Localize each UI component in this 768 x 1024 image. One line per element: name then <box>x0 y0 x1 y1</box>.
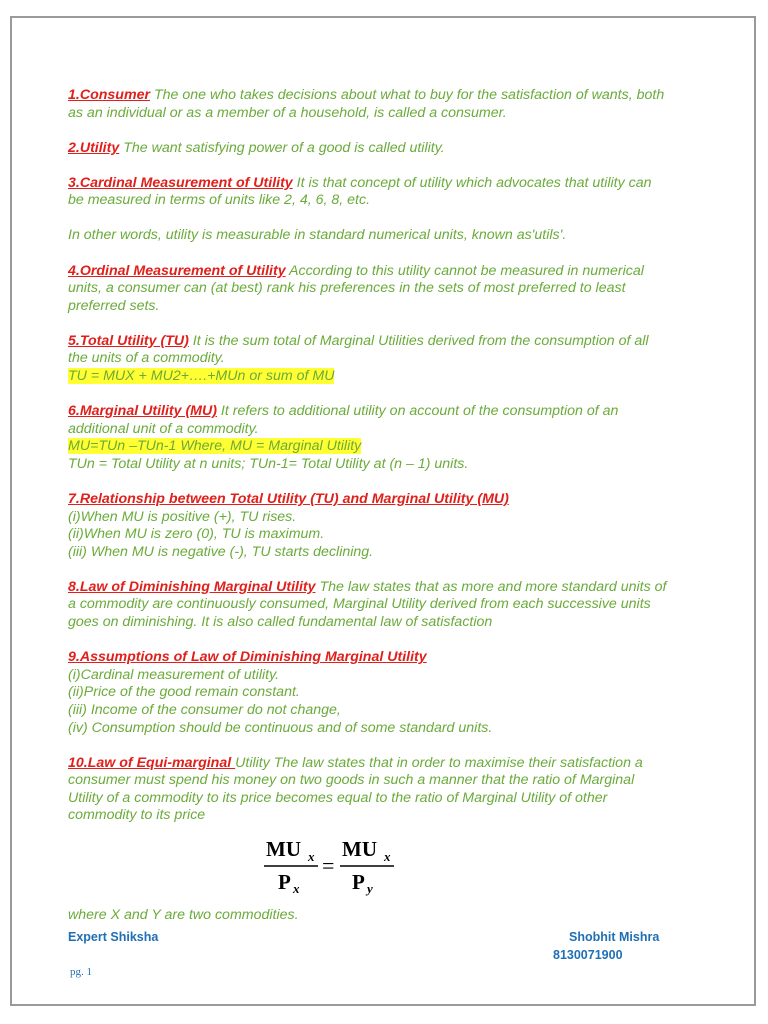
heading-equi-marginal: 10.Law of Equi-marginal <box>68 754 236 771</box>
closing-text: where X and Y are two commodities. <box>68 907 299 923</box>
formula-sub-right: x <box>384 849 391 864</box>
mu-definitions: TUn = Total Utility at n units; TUn-1= Total Utility at (n – 1) units. <box>68 455 469 472</box>
footer-author: Shobhit Mishra <box>569 930 660 944</box>
section-ordinal <box>68 263 668 316</box>
relationship-line-2: (ii)When MU is zero (0), TU is maximum. <box>68 526 325 543</box>
formula-num-right: MU <box>342 837 377 861</box>
section-cardinal <box>68 175 668 210</box>
section-total-utility <box>68 333 668 386</box>
document-body <box>68 87 668 843</box>
heading-relationship: 7.Relationship between Total Utility (TU) and Marginal Utility (MU) <box>68 491 509 507</box>
mu-formula-line <box>68 438 668 456</box>
footer-phone: 8130071900 <box>553 948 623 962</box>
formula-den-right: P <box>352 870 365 894</box>
text-cardinal: It is that concept of utility which advocates that utility can be measured in terms of units like 2, 4, 6, 8, etc. <box>68 174 652 209</box>
assumption-line-4: (iv) Consumption should be continuous and of some standard units. <box>68 719 493 736</box>
section-diminishing <box>68 579 668 632</box>
section-other-words <box>68 227 668 245</box>
text-utility: The want satisfying power of a good is called utility. <box>119 139 445 156</box>
section-relationship <box>68 491 668 561</box>
page-number: pg. 1 <box>70 966 92 978</box>
assumption-line-2: (ii)Price of the good remain constant. <box>68 684 300 701</box>
heading-total-utility: 5.Total Utility (TU) <box>68 332 189 349</box>
formula-sub-left: x <box>308 849 315 864</box>
tu-formula-line <box>68 368 668 386</box>
tu-formula: TU = MUX + MU2+….+MUn or sum of MU <box>68 368 335 385</box>
text-marginal-utility: It refers to additional utility on account of the consumption of an additional unit of a commodity. <box>68 403 619 437</box>
assumption-line-3: (iii) Income of the consumer do not change, <box>68 701 341 718</box>
heading-ordinal: 4.Ordinal Measurement of Utility <box>68 262 286 279</box>
text-diminishing: The law states that as more and more standard units of a commodity are continuously consumed, Marginal Utility derived from each successive units goes on diminishing. It is also called fundamental law of satisfaction <box>68 578 667 631</box>
relationship-line-1: (i)When MU is positive (+), TU rises. <box>68 508 297 525</box>
section-marginal-utility <box>68 403 668 473</box>
equi-marginal-formula <box>264 834 396 896</box>
text-total-utility: It is the sum total of Marginal Utilities derived from the consumption of all the units of a commodity. <box>68 332 649 367</box>
heading-cardinal: 3.Cardinal Measurement of Utility <box>68 174 293 191</box>
formula-num-left: MU <box>266 837 301 861</box>
mu-formula: MU=TUn –TUn-1 Where, MU = Marginal Utility <box>68 438 362 455</box>
formula-den-left: P <box>278 870 291 894</box>
section-utility <box>68 140 668 158</box>
formula-equals: = <box>322 853 335 878</box>
text-equi-marginal: Utility The law states that in order to maximise their satisfaction a consumer must spend his money on two goods in such a manner that the ratio of Marginal Utility of a commodity to its price becomes equal to the ratio of Marginal Utility of other commodity to its price <box>68 754 643 824</box>
heading-marginal-utility: 6.Marginal Utility (MU) <box>68 403 217 420</box>
heading-assumptions: 9.Assumptions of Law of Diminishing Marginal Utility <box>68 649 427 666</box>
heading-utility: 2.Utility <box>68 139 120 156</box>
heading-consumer: 1.Consumer <box>68 87 150 103</box>
text-consumer: The one who takes decisions about what to buy for the satisfaction of wants, both as an individual or as a member of a household, is called a consumer. <box>68 87 665 121</box>
footer-brand: Expert Shiksha <box>68 930 159 944</box>
text-other-words: In other words, utility is measurable in standard numerical units, known as'utils'. <box>68 227 567 244</box>
section-assumptions <box>68 649 668 737</box>
section-equi-marginal <box>68 755 668 825</box>
formula-den-sub-left: x <box>293 881 300 896</box>
relationship-line-3: (iii) When MU is negative (-), TU starts declining. <box>68 543 374 560</box>
section-consumer <box>68 87 668 122</box>
assumption-line-1: (i)Cardinal measurement of utility. <box>68 666 280 683</box>
text-ordinal: According to this utility cannot be measured in numerical units, a consumer can (at best) rank his preferences in the sets of most preferred to least preferred sets. <box>68 262 644 314</box>
formula-den-sub-right: y <box>367 881 373 896</box>
heading-diminishing: 8.Law of Diminishing Marginal Utility <box>68 578 316 595</box>
